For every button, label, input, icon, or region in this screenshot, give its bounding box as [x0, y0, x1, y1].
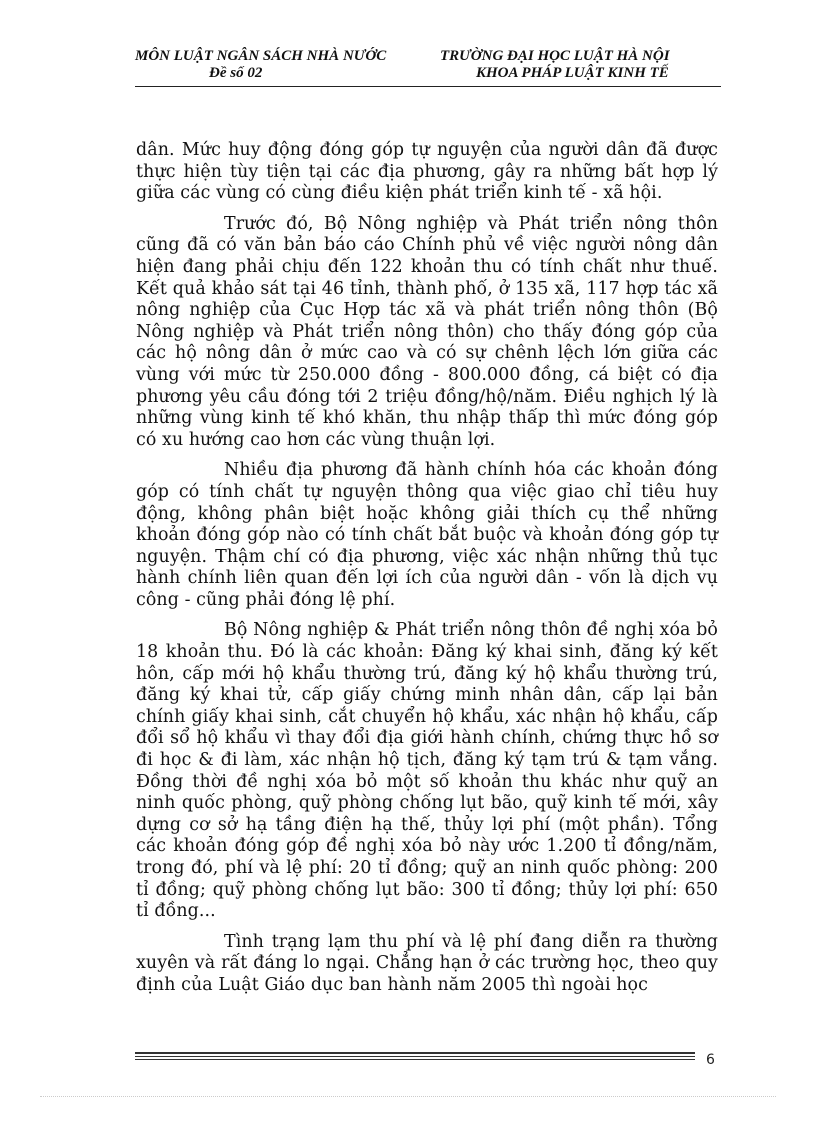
document-body [136, 140, 718, 1006]
faculty-name: KHOA PHÁP LUẬT KINH TẾ [476, 65, 669, 81]
page-header [135, 48, 721, 88]
paragraph-1: dân. Mức huy động đóng góp tự nguyện của người dân đã được thực hiện tùy tiện tại các địa phương, gây ra những bất hợp lý giữa các vùng có cùng điều kiện phát triển kinh tế - xã hội. [136, 140, 718, 204]
university-name: TRƯỜNG ĐẠI HỌC LUẬT HÀ NỘI [440, 48, 670, 64]
university-block [440, 48, 721, 82]
paragraph-3: Nhiều địa phương đã hành chính hóa các khoản đóng góp có tính chất tự nguyện thông qua việc giao chỉ tiêu huy động, không phân biệt hoặc không giải thích cụ thể những khoản đóng góp nào có tính chất bắt buộc và khoản đóng góp tự nguyện. Thậm chí có địa phương, việc xác nhận những thủ tục hành chính liên quan đến lợi ích của người dân - vốn là dịch vụ công - cũng phải đóng lệ phí. [136, 460, 718, 610]
paragraph-5: Tình trạng lạm thu phí và lệ phí đang diễn ra thường xuyên và rất đáng lo ngại. Chẳng hạn ở các trường học, theo quy định của Luật Giáo dục ban hành năm 2005 thì ngoài học [136, 931, 718, 995]
course-title: MÔN LUẬT NGÂN SÁCH NHÀ NƯỚC [135, 48, 387, 64]
paragraph-4: Bộ Nông nghiệp & Phát triển nông thôn đề nghị xóa bỏ 18 khoản thu. Đó là các khoản: Đăng ký khai sinh, đăng ký kết hôn, cấp mới hộ khẩu thường trú, đăng ký hộ khẩu thường trú, đăng ký khai tử, cấp giấy chứng minh nhân dân, cấp lại bản chính giấy khai sinh, cắt chuyển hộ khẩu, xác nhận hộ khẩu, cấp đổi sổ hộ khẩu vì thay đổi địa giới hành chính, chứng thực hồ sơ đi học & đi làm, xác nhận hộ tịch, đăng ký tạm trú & tạm vắng. Đồng thời đề nghị xóa bỏ một số khoản thu khác như quỹ an ninh quốc phòng, quỹ phòng chống lụt bão, quỹ kinh tế mới, xây dựng cơ sở hạ tầng điện hạ thế, thủy lợi phí (một phần). Tổng các khoản đóng góp đề nghị xóa bỏ này ước 1.200 tỉ đồng/năm, trong đó, phí và lệ phí: 20 tỉ đồng; quỹ an ninh quốc phòng: 200 tỉ đồng; quỹ phòng chống lụt bão: 300 tỉ đồng; thủy lợi phí: 650 tỉ đồng... [136, 620, 718, 922]
course-title-block [135, 48, 435, 82]
page-bottom-border [40, 1096, 776, 1097]
header-divider [135, 86, 721, 87]
exam-number: Đề số 02 [209, 65, 263, 81]
page-number: 6 [706, 1052, 715, 1068]
paragraph-2: Trước đó, Bộ Nông nghiệp và Phát triển nông thôn cũng đã có văn bản báo cáo Chính phủ về việc người nông dân hiện đang phải chịu đến 122 khoản thu có tính chất như thuế. Kết quả khảo sát tại 46 tỉnh, thành phố, ở 135 xã, 117 hợp tác xã nông nghiệp của Cục Hợp tác xã và phát triển nông thôn (Bộ Nông nghiệp và Phát triển nông thôn) cho thấy đóng góp của các hộ nông dân ở mức cao và có sự chênh lệch lớn giữa các vùng với mức từ 250.000 đồng - 800.000 đồng, cá biệt có địa phương yêu cầu đóng tới 2 triệu đồng/hộ/năm. Điều nghịch lý là những vùng kinh tế khó khăn, thu nhập thấp thì mức đóng góp có xu hướng cao hơn các vùng thuận lợi. [136, 213, 718, 450]
footer-divider [135, 1052, 695, 1060]
